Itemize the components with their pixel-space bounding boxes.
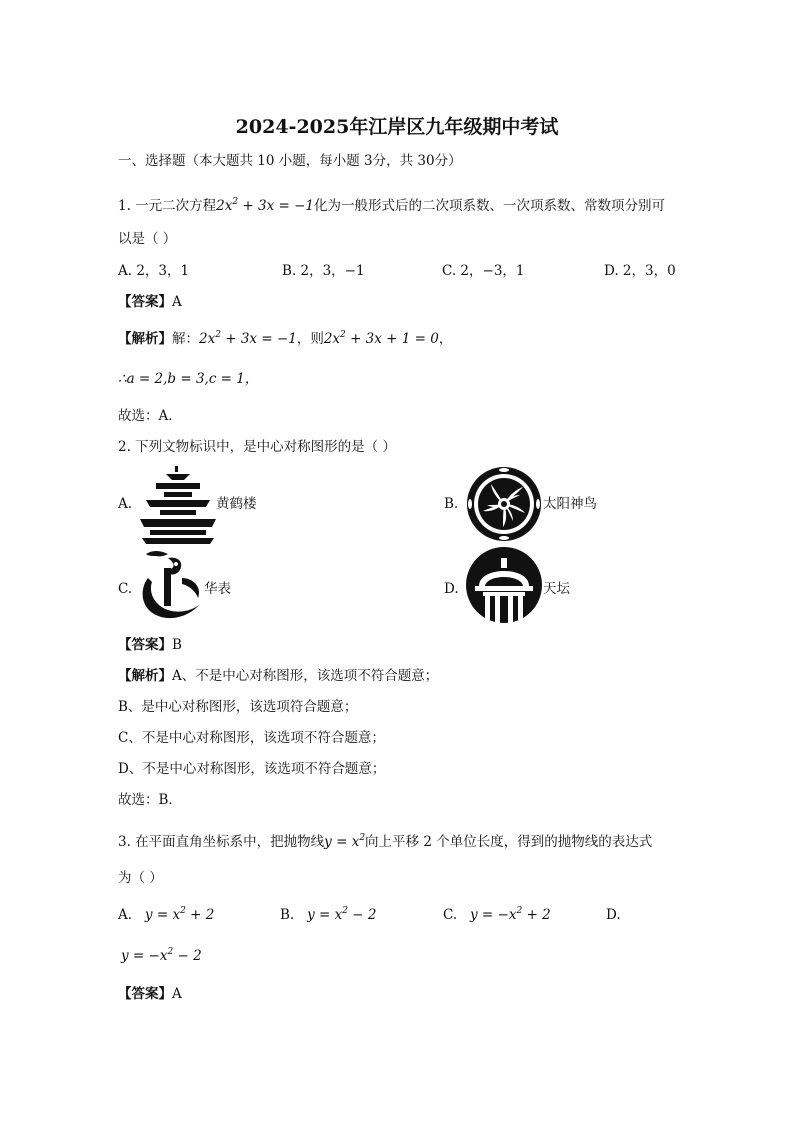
q2-analysis-line4: D、不是中心对称图形，该选项不符合题意； (118, 761, 386, 777)
q1-conclusion: 故选：A． (118, 408, 182, 424)
q3-option-d-letter: D. (606, 907, 621, 923)
q2-option-d-caption: 天坛 (543, 581, 570, 597)
q3-option-b: B. $y = x^2 - 2$ (280, 906, 377, 923)
q1-option-d: D. 2，3，0 (604, 263, 676, 279)
temple-of-heaven-logo (465, 546, 543, 624)
huabiao-logo (138, 548, 206, 620)
q2-conclusion: 故选：B． (118, 792, 182, 808)
q2-option-b-letter: B. (444, 496, 459, 512)
q1-analysis-line2: ∴a = 2,b = 3,c = 1， (118, 371, 259, 387)
q2-stem: 2. 下列文物标识中，是中心对称图形的是（ ） (118, 439, 396, 455)
q3-option-d-expression: $y = -x^2 - 2$ (121, 947, 202, 964)
q2-option-c-caption: 华表 (204, 581, 231, 597)
q1-answer: 【答案】A (118, 294, 182, 310)
section-heading: 一、选择题（本大题共 10 小题，每小题 3分，共 30分） (118, 153, 462, 169)
q1-analysis: 【解析】解：$2x^2 + 3x = -1$，则$2x^2 + 3x + 1 = 0$， (118, 330, 453, 347)
q1-option-a: A. 2，3，1 (118, 263, 190, 279)
q3-option-a: A. $y = x^2 + 2$ (118, 906, 215, 923)
q2-answer: 【答案】B (118, 637, 182, 653)
q2-analysis-line2: B、是中心对称图形，该选项符合题意； (118, 699, 358, 715)
q2-option-d-letter: D. (444, 581, 459, 597)
q2-analysis-line1: 【解析】A、不是中心对称图形，该选项不符合题意； (118, 668, 439, 684)
q1-option-b: B. 2，3，−1 (282, 263, 365, 279)
q2-option-c-letter: C. (118, 581, 133, 597)
q2-option-b-caption: 太阳神鸟 (543, 496, 597, 512)
q1-stem-line2: 以是（ ） (118, 231, 177, 247)
q2-analysis-line3: C、不是中心对称图形，该选项不符合题意； (118, 730, 385, 746)
q1-equation: $2x^2 + 3x = -1$ (216, 197, 315, 214)
q1-stem: 1. 一元二次方程$2x^2 + 3x = -1$化为一般形式后的二次项系数、一次项系数、常数项分别可 (118, 197, 666, 214)
q3-option-c: C. $y = -x^2 + 2$ (443, 906, 551, 923)
q3-stem-line2: 为（ ） (118, 870, 163, 886)
q2-option-a-letter: A. (118, 496, 133, 512)
q1-option-c: C. 2，−3，1 (442, 263, 525, 279)
q2-option-a-caption: 黄鹤楼 (216, 496, 257, 512)
q3-stem: 3. 在平面直角坐标系中，把抛物线$y = x^2$向上平移 2 个单位长度，得到的抛物线的表达式 (118, 833, 653, 850)
q3-answer: 【答案】A (118, 986, 182, 1002)
yellow-crane-tower-logo (140, 464, 216, 544)
page-title: 2024-2025年江岸区九年级期中考试 (235, 116, 559, 138)
golden-sun-bird-logo (465, 465, 543, 543)
